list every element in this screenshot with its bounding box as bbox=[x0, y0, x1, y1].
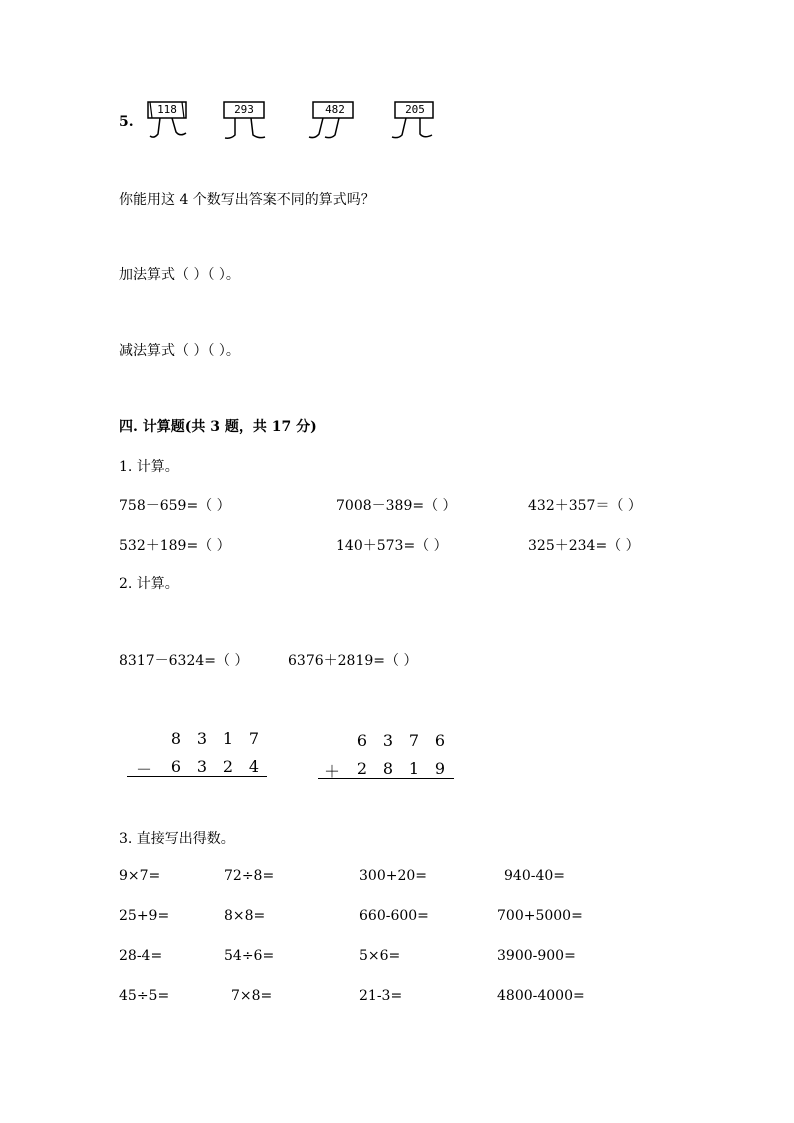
number-sign-figure bbox=[390, 101, 436, 141]
number-sign-figure bbox=[221, 101, 267, 141]
equation: 660-600= bbox=[359, 908, 429, 924]
digit: 1 bbox=[222, 729, 234, 748]
sum-line bbox=[127, 776, 267, 777]
digit: 3 bbox=[196, 757, 208, 776]
digit: 4 bbox=[248, 757, 260, 776]
addition-prompt: 加法算式（ ）（ ）。 bbox=[119, 267, 240, 283]
minus-sign: － bbox=[135, 760, 152, 779]
equation: 432＋357＝（ ） bbox=[528, 498, 642, 514]
question-label: 1. 计算。 bbox=[119, 459, 179, 475]
equation: 7008－389=（ ） bbox=[336, 498, 457, 514]
equation: 72÷8= bbox=[224, 868, 275, 884]
sign-number: 205 bbox=[405, 103, 425, 116]
equation: 3900-900= bbox=[497, 948, 576, 964]
plus-sign: ＋ bbox=[323, 762, 340, 781]
equation: 758－659=（ ） bbox=[119, 498, 231, 514]
digit: 7 bbox=[248, 729, 260, 748]
equation: 6376＋2819=（ ） bbox=[288, 653, 418, 669]
equation: 28-4= bbox=[119, 948, 163, 964]
digit: 1 bbox=[408, 759, 420, 778]
equation: 532＋189=（ ） bbox=[119, 538, 231, 554]
sign-number: 118 bbox=[157, 103, 177, 116]
equation: 940-40= bbox=[504, 868, 565, 884]
question-label: 3. 直接写出得数。 bbox=[119, 831, 235, 847]
digit: 9 bbox=[434, 759, 446, 778]
equation: 325＋234=（ ） bbox=[528, 538, 640, 554]
sign-number: 293 bbox=[234, 103, 254, 116]
digit: 6 bbox=[434, 731, 446, 750]
equation: 45÷5= bbox=[119, 988, 170, 1004]
equation: 7×8= bbox=[231, 988, 273, 1004]
equation: 300+20= bbox=[359, 868, 427, 884]
digit: 2 bbox=[222, 757, 234, 776]
equation: 25+9= bbox=[119, 908, 170, 924]
sum-line bbox=[318, 778, 454, 779]
digit: 8 bbox=[170, 729, 182, 748]
question-label: 2. 计算。 bbox=[119, 576, 179, 592]
equation: 9×7= bbox=[119, 868, 161, 884]
equation: 5×6= bbox=[359, 948, 401, 964]
section-title: 四. 计算题(共 3 题，共 17 分) bbox=[119, 419, 317, 435]
question-number: 5. bbox=[119, 114, 134, 130]
number-sign-figure bbox=[307, 101, 355, 141]
equation: 54÷6= bbox=[224, 948, 275, 964]
digit: 3 bbox=[196, 729, 208, 748]
equation: 700+5000= bbox=[497, 908, 583, 924]
digit: 6 bbox=[170, 757, 182, 776]
equation: 8317－6324=（ ） bbox=[119, 653, 249, 669]
digit: 2 bbox=[356, 759, 368, 778]
digit: 3 bbox=[382, 731, 394, 750]
subtraction-prompt: 减法算式（ ）（ ）。 bbox=[119, 343, 240, 359]
equation: 8×8= bbox=[224, 908, 266, 924]
digit: 6 bbox=[356, 731, 368, 750]
digit: 8 bbox=[382, 759, 394, 778]
question-text: 你能用这 4 个数写出答案不同的算式吗？ bbox=[119, 192, 375, 208]
number-sign-figure bbox=[146, 101, 188, 141]
equation: 21-3= bbox=[359, 988, 403, 1004]
digit: 7 bbox=[408, 731, 420, 750]
equation: 140＋573=（ ） bbox=[336, 538, 448, 554]
equation: 4800-4000= bbox=[497, 988, 585, 1004]
sign-number: 482 bbox=[325, 103, 345, 116]
